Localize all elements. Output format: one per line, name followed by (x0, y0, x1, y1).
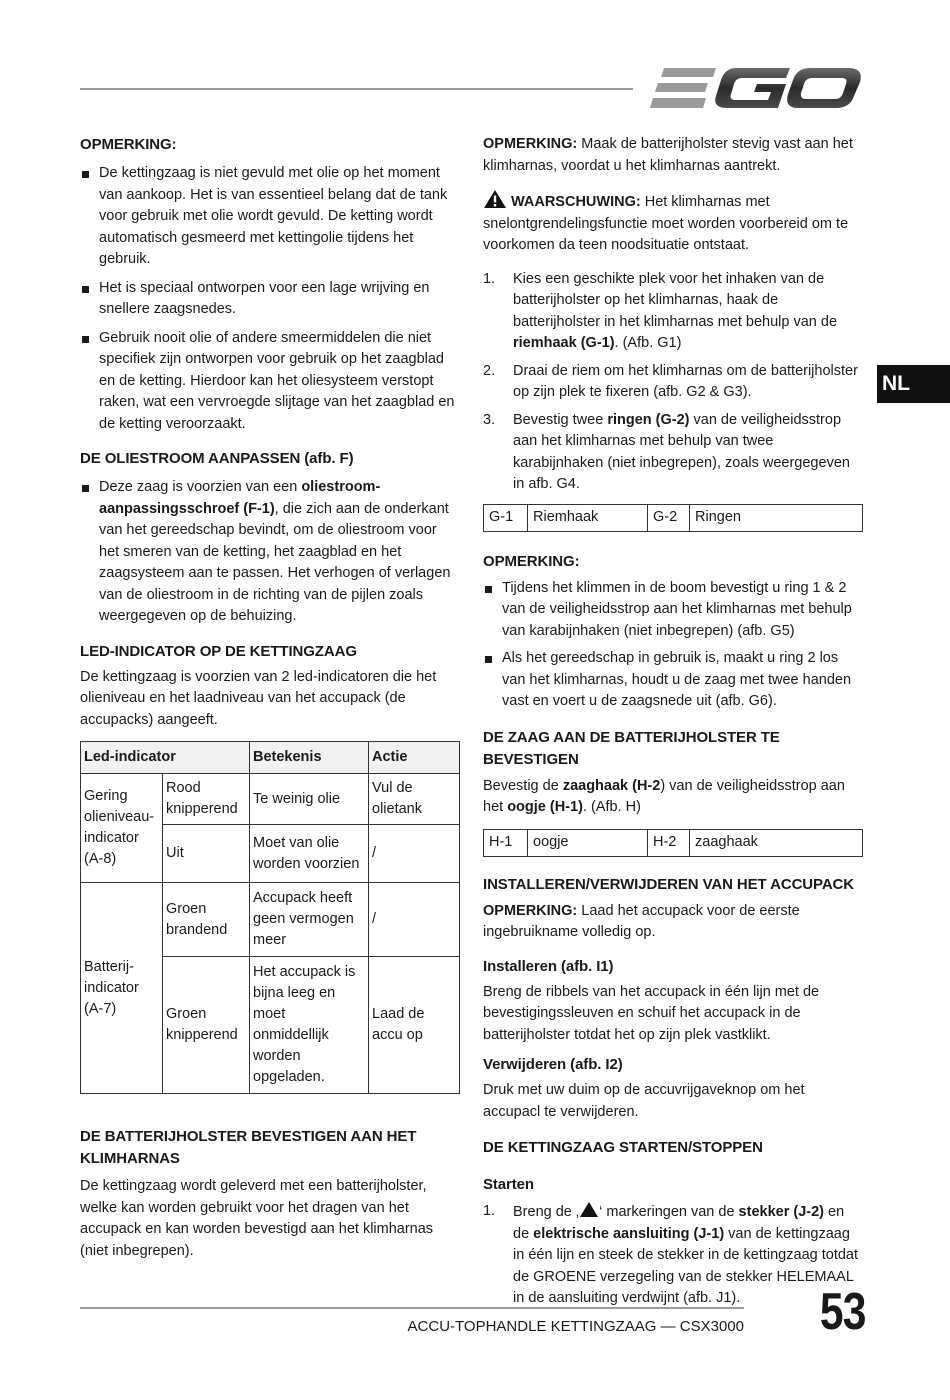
section-heading-battery: INSTALLEREN/VERWIJDEREN VAN HET ACCUPACK (483, 875, 855, 893)
text-run: Deze zaag is voorzien van een (99, 479, 302, 495)
text-run: van de kettingzaag in één lijn en steek de stekker in de kettingzaag totdat de GROENE verzegeling van de stekker HELEMAAL in de aansluiting verdwijnt (afb. J1). (513, 1225, 858, 1306)
ego-logo (650, 62, 862, 114)
oil-flow-list (80, 477, 460, 628)
list-item (483, 410, 863, 496)
table-header: Actie (369, 742, 460, 774)
text-run: en de (513, 1204, 845, 1242)
table-cell: Rood knipperend (163, 774, 250, 825)
text-run: Maak de batterijholster stevig vast aan het klimharnas, voordat u het klimharnas aantrekt. (483, 136, 853, 174)
table-cell: Uit (163, 825, 250, 883)
list-item (483, 269, 863, 355)
section-heading-start-stop: DE KETTINGZAAG STARTEN/STOPPEN (483, 1139, 763, 1156)
text-run: Bevestig de (483, 777, 563, 794)
step-number: 3. (483, 411, 496, 428)
text-run: ) van de veiligheidsstrop aan het (483, 777, 845, 815)
attach-saw-text (483, 776, 863, 819)
holster-text: De kettingzaag wordt geleverd met een batterijholster, welke kan worden gebruikt voor het dragen van het accupack en kan worden bevestigd aan het klimharnas (niet inbegrepen). (80, 1178, 434, 1259)
step-number: 2. (483, 362, 496, 379)
left-column (80, 134, 460, 1262)
step-number: 1. (483, 1203, 496, 1219)
table-cell: Moet van olie worden voorzien (250, 825, 369, 883)
table-cell: G-2 (648, 504, 690, 531)
text-run: Het klimharnas met snelontgrendelingsfunctie moet worden voorbereid om te voorkomen da teen noodsituatie ontstaat. (483, 194, 849, 253)
table-cell: G-1 (484, 504, 528, 531)
page-number: 53 (819, 1283, 866, 1341)
parts-table-h (483, 829, 863, 857)
text-run: Kies een geschikte plek voor het inhaken van de batterijholster op het klimharnas, haak de batterijholster in het klimharnas met behulp van de (513, 270, 838, 330)
section-heading-holster: DE BATTERIJHOLSTER BEVESTIGEN AAN HET KLIMHARNAS (80, 1128, 417, 1167)
section-heading-start: Starten (483, 1176, 534, 1193)
table-cell: Riemhaak (528, 504, 648, 531)
table-cell: H-2 (648, 829, 690, 856)
bold-text: oliestroom-aanpassingsschroef (F-1) (99, 479, 381, 517)
bold-text: riemhaak (G-1) (513, 335, 615, 351)
list-item (483, 361, 863, 404)
section-heading-remove: Verwijderen (afb. I2) (483, 1056, 623, 1073)
table-header: Betekenis (250, 742, 369, 774)
bold-text: zaaghaak (H-2 (562, 777, 661, 794)
section-heading-install: Installeren (afb. I1) (483, 957, 614, 975)
table-cell: zaaghaak (690, 829, 863, 856)
language-tab: NL (877, 365, 950, 403)
table-cell: Het accupack is bijna leeg en moet onmiddellijk worden opgeladen. (250, 957, 369, 1094)
note-label: OPMERKING: (483, 136, 578, 152)
text-run: . (Afb. H) (582, 799, 641, 815)
note-label: OPMERKING: (483, 902, 578, 919)
table-header: Led-indicator (81, 742, 250, 774)
text-run: Breng de ‚ (513, 1204, 580, 1220)
table-cell: Te weinig olie (250, 774, 369, 825)
text-run: Draai de riem om het klimharnas om de batterijholster op zijn plek te fixeren (afb. G2 & G3). (513, 362, 858, 400)
table-cell: Groen brandend (163, 883, 250, 957)
table-cell: Groen knipperend (163, 957, 250, 1094)
table-cell: Gering olieniveau-indicator (A-8) (81, 774, 163, 883)
warning-icon (483, 189, 507, 209)
install-text: Breng de ribbels van het accupack in één lijn met de bevestigingssleuven en schuif het accupack in de batterijholster totdat het op zijn plek vastklikt. (483, 983, 820, 1043)
battery-note (483, 901, 863, 944)
start-steps (483, 1201, 863, 1310)
footer-title: ACCU-TOPHANDLE KETTINGZAAG — CSX3000 (407, 1318, 744, 1335)
table-cell: H-1 (484, 829, 528, 856)
text-run: . (Afb. G1) (614, 335, 682, 351)
warning-paragraph (483, 189, 863, 257)
section-heading-led: LED-INDICATOR OP DE KETTINGZAAG (80, 642, 357, 660)
note-paragraph (483, 134, 863, 177)
led-table (80, 741, 460, 1094)
table-cell: Ringen (690, 504, 863, 531)
note-list (483, 578, 863, 713)
bold-text: stekker (J-2) (738, 1204, 824, 1220)
list-item (80, 477, 460, 628)
text-run: van de veiligheidsstrop aan het klimharnas met behulp van twee karabijnhaken (niet inbegrepen), zoals weergegeven in afb. G4. (513, 411, 850, 492)
list-item: Als het gereedschap in gebruik is, maakt u ring 2 los van het klimharnas, houdt u de zaag met twee handen vast en voert u de zaagsnede uit (afb. G6). (483, 648, 863, 713)
holster-steps (483, 269, 863, 496)
note-list (80, 163, 460, 435)
warning-label: WAARSCHUWING: (511, 194, 641, 210)
note-heading: OPMERKING: (483, 552, 580, 570)
step-number: 1. (483, 270, 496, 287)
text-run: ‘ markeringen van de (599, 1204, 739, 1220)
text-run: Bevestig twee (513, 411, 608, 428)
list-item: De kettingzaag is niet gevuld met olie op het moment van aankoop. Het is van essentieel belang dat de tank voor gebruik met olie wordt gevuld. De ketting wordt automatisch gesmeerd met kettingolie tijdens het gebruik. (80, 163, 460, 271)
bold-text: elektrische aansluiting (J-1) (533, 1225, 725, 1242)
list-item: Gebruik nooit olie of andere smeermiddelen die niet specifiek zijn ontworpen voor gebruik op het zaagblad en de ketting. Hierdoor kan het oliesysteem verstopt raken, wat een vervroegde slijtage van het zaagblad en de ketting veroorzaakt. (80, 328, 460, 436)
list-item: Het is speciaal ontworpen voor een lage wrijving en snellere zaagsnedes. (80, 278, 460, 321)
text-run: Laad het accupack voor de eerste ingebruikname volledig op. (483, 902, 800, 940)
footer-rule (80, 1307, 744, 1309)
list-item (483, 1201, 863, 1310)
list-item: Tijdens het klimmen in de boom bevestigt u ring 1 & 2 van de veiligheidsstrop aan het klimharnas met behulp van karabijnhaken (niet inbegrepen) (afb. G5) (483, 578, 863, 643)
remove-text: Druk met uw duim op de accuvrijgaveknop om het accupacl te verwijderen. (483, 1082, 805, 1120)
right-column (483, 134, 863, 1310)
section-heading-attach-saw: DE ZAAG AAN DE BATTERIJHOLSTER TE BEVESTIGEN (483, 728, 780, 768)
bold-text: ringen (G-2) (607, 411, 690, 428)
bold-text: oogje (H-1) (507, 799, 583, 815)
table-cell: oogje (528, 829, 648, 856)
table-cell: / (369, 883, 460, 957)
table-cell: Laad de accu op (369, 957, 460, 1094)
note-heading: OPMERKING: (80, 136, 177, 153)
table-cell: / (369, 825, 460, 883)
parts-table-g (483, 504, 863, 532)
section-heading-oil-flow: DE OLIESTROOM AANPASSEN (afb. F) (80, 450, 354, 467)
table-cell: Batterij-indicator (A-7) (81, 883, 163, 1094)
led-intro: De kettingzaag is voorzien van 2 led-indicatoren die het olieniveau en het laadniveau van het accupack (de accupacks) aangeeft. (80, 668, 437, 728)
text-run: , die zich aan de onderkant van het gereedschap bevindt, om de oliestroom voor het smeren van de ketting, het zaagblad en het zaagsysteem aan te passen. Het verhogen of verlagen van de oliestroom in de richting van de pijlen zoals weergegeven op de behuizing. (99, 500, 451, 624)
triangle-marker-icon (579, 1201, 599, 1218)
table-cell: Accupack heeft geen vermogen meer (250, 883, 369, 957)
header-rule (80, 88, 633, 90)
table-cell: Vul de olietank (369, 774, 460, 825)
